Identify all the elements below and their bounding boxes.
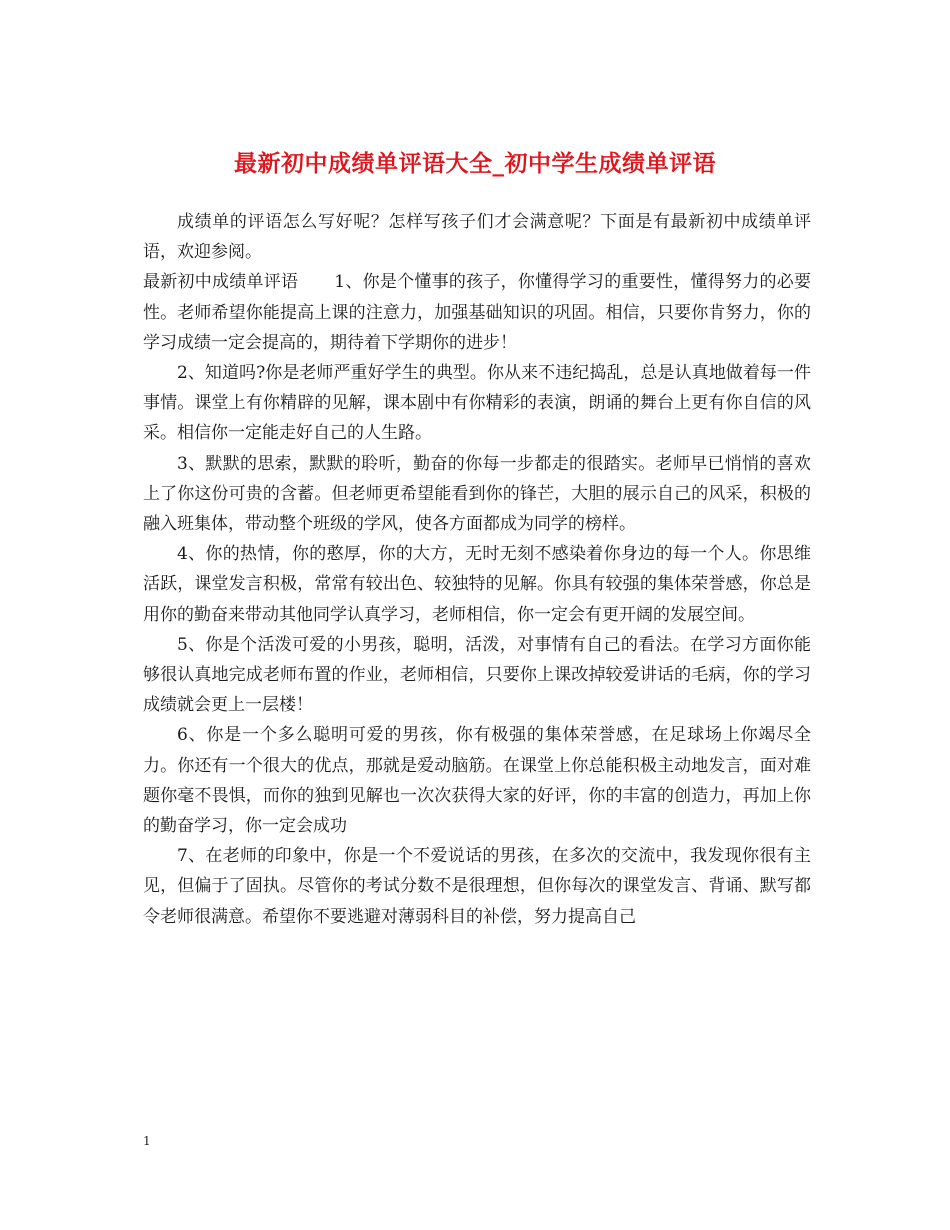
comment-paragraph-4: 4、你的热情，你的憨厚，你的大方，无时无刻不感染着你身边的每一个人。你思维活跃，课堂发言积极，常常有较出色、较独特的见解。你具有较强的集体荣誉感，你总是用你的勤奋来带动其他同学认真学习，老师相信，你一定会有更开阔的发展空间。 xyxy=(143,544,811,625)
comment-paragraph-2: 2、知道吗?你是老师严重好学生的典型。你从来不违纪捣乱，总是认真地做着每一件事情。课堂上有你精辟的见解，课本剧中有你精彩的表演，朗诵的舞台上更有你自信的风采。相信你一定能走好自己的人生路。 xyxy=(143,363,811,444)
comment-text-1: 1、你是个懂事的孩子，你懂得学习的重要性，懂得努力的必要性。老师希望你能提高上课的注意力，加强基础知识的巩固。相信，只要你肯努力，你的学习成绩一定会提高的，期待着下学期你的进步！ xyxy=(143,272,811,353)
intro-paragraph: 成绩单的评语怎么写好呢？怎样写孩子们才会满意呢？下面是有最新初中成绩单评语，欢迎参阅。 xyxy=(143,212,811,263)
comment-paragraph-5: 5、你是个活泼可爱的小男孩，聪明，活泼，对事情有自己的看法。在学习方面你能够很认真地完成老师布置的作业，老师相信，只要你上课改掉较爱讲话的毛病，你的学习成绩就会更上一层楼！ xyxy=(143,634,811,716)
document-body xyxy=(143,207,811,932)
page-number: 1 xyxy=(143,1134,151,1148)
comment-paragraph-3: 3、默默的思索，默默的聆听，勤奋的你每一步都走的很踏实。老师早已悄悄的喜欢上了你这份可贵的含蓄。但老师更希望能看到你的锋芒，大胆的展示自己的风采，积极的融入班集体，带动整个班级的学风，使各方面都成为同学的榜样。 xyxy=(143,453,811,535)
comment-paragraph-6: 6、你是一个多么聪明可爱的男孩，你有极强的集体荣誉感，在足球场上你竭尽全力。你还有一个很大的优点，那就是爱动脑筋。在课堂上你总能积极主动地发言，面对难题你毫不畏惧，而你的独到见解也一次次获得大家的好评，你的丰富的创造力，再加上你的勤奋学习，你一定会成功 xyxy=(143,725,811,837)
section-heading: 最新初中成绩单评语 xyxy=(143,272,299,293)
comment-paragraph-7: 7、在老师的印象中，你是一个不爱说话的男孩，在多次的交流中，我发现你很有主见，但偏于了固执。尽管你的考试分数不是很理想，但你每次的课堂发言、背诵、默写都令老师很满意。希望你不要逃避对薄弱科目的补偿，努力提高自己 xyxy=(143,846,811,927)
comment-paragraph-1 xyxy=(143,267,811,358)
page-title: 最新初中成绩单评语大全_初中学生成绩单评语 xyxy=(234,151,716,178)
